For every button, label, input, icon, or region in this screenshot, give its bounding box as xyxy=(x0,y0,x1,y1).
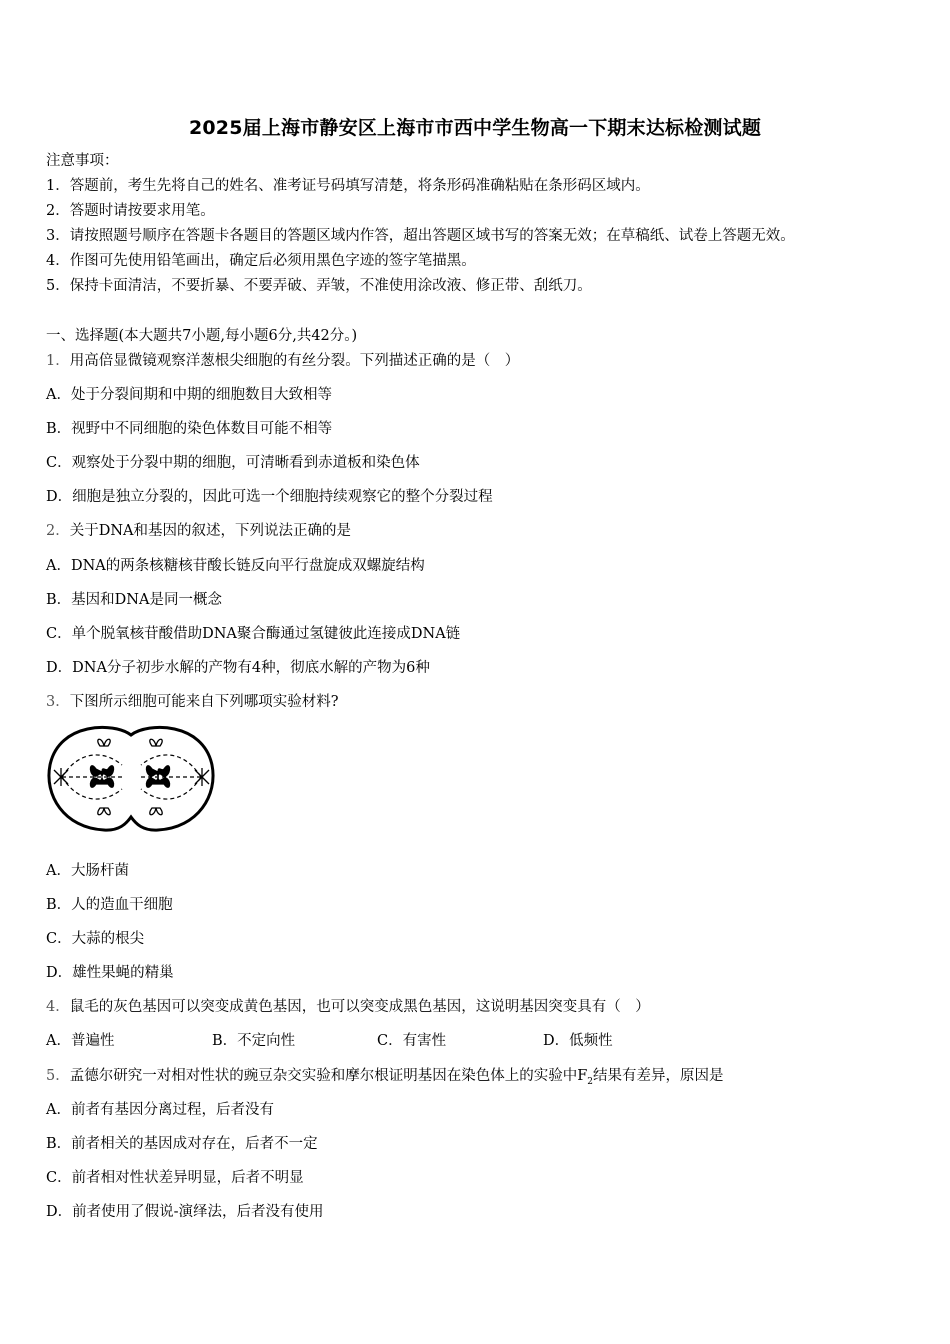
q3-option-a: A．大肠杆菌 xyxy=(46,863,129,879)
q1-option-b: B．视野中不同细胞的染色体数目可能不相等 xyxy=(46,421,333,437)
q2-option-b: B．基因和DNA是同一概念 xyxy=(46,592,222,608)
q3-option-c: C．大蒜的根尖 xyxy=(46,931,145,947)
question-stem: 下图所示细胞可能来自下列哪项实验材料? xyxy=(69,694,339,710)
notice-item-3: 3．请按照题号顺序在答题卡各题目的答题区域内作答，超出答题区域书写的答案无效；在草稿纸、试卷上答题无效。 xyxy=(46,228,795,244)
q4-option-b: B．不定向性 xyxy=(212,1033,296,1049)
notice-item-5: 5．保持卡面清洁，不要折暴、不要弄破、弄皱，不准使用涂改液、修正带、刮纸刀。 xyxy=(46,278,592,294)
question-1 xyxy=(46,351,519,371)
question-number: 1． xyxy=(46,353,70,369)
question-number: 3． xyxy=(46,694,70,710)
subscript: 2 xyxy=(587,1076,594,1087)
cell-division-figure xyxy=(44,720,219,835)
notice-heading: 注意事项： xyxy=(46,153,119,169)
question-4 xyxy=(46,997,650,1017)
question-3 xyxy=(46,692,339,712)
question-2 xyxy=(46,521,351,541)
q5-option-d: D．前者使用了假说-演绎法，后者没有使用 xyxy=(46,1204,324,1220)
q1-option-d: D．细胞是独立分裂的，因此可选一个细胞持续观察它的整个分裂过程 xyxy=(46,489,493,505)
notice-item-1: 1．答题前，考生先将自己的姓名、准考证号码填写清楚，将条形码准确粘贴在条形码区域内。 xyxy=(46,178,650,194)
q2-option-a: A．DNA的两条核糖核苷酸长链反向平行盘旋成双螺旋结构 xyxy=(46,558,425,574)
question-number: 5． xyxy=(46,1068,70,1084)
question-number: 4． xyxy=(46,999,70,1015)
q4-option-a: A．普遍性 xyxy=(46,1033,115,1049)
q2-option-d: D．DNA分子初步水解的产物有4种，彻底水解的产物为6种 xyxy=(46,660,430,676)
question-stem: 孟德尔研究一对相对性状的豌豆杂交实验和摩尔根证明基因在染色体上的实验中F xyxy=(69,1068,588,1084)
question-stem: 用高倍显微镜观察洋葱根尖细胞的有丝分裂。下列描述正确的是（ ） xyxy=(69,353,520,369)
question-number: 2． xyxy=(46,523,70,539)
question-stem: 鼠毛的灰色基因可以突变成黄色基因，也可以突变成黑色基因，这说明基因突变具有（ ） xyxy=(69,999,650,1015)
section-heading: 一、选择题(本大题共7小题,每小题6分,共42分。) xyxy=(46,328,358,344)
page-title: 2025届上海市静安区上海市市西中学生物高一下期末达标检测试题 xyxy=(188,117,762,139)
notice-item-4: 4．作图可先使用铅笔画出，确定后必须用黑色字迹的签字笔描黑。 xyxy=(46,253,476,269)
q4-options xyxy=(46,1031,906,1051)
question-stem-end: 结果有差异，原因是 xyxy=(593,1068,724,1084)
q5-option-a: A．前者有基因分离过程，后者没有 xyxy=(46,1102,274,1118)
q3-option-b: B．人的造血干细胞 xyxy=(46,897,173,913)
question-5 xyxy=(46,1066,724,1092)
q5-option-c: C．前者相对性状差异明显，后者不明显 xyxy=(46,1170,304,1186)
notice-item-2: 2．答题时请按要求用笔。 xyxy=(46,203,215,219)
q4-option-c: C．有害性 xyxy=(377,1033,447,1049)
q1-option-a: A．处于分裂间期和中期的细胞数目大致相等 xyxy=(46,387,332,403)
q1-option-c: C．观察处于分裂中期的细胞，可清晰看到赤道板和染色体 xyxy=(46,455,420,471)
q3-option-d: D．雄性果蝇的精巢 xyxy=(46,965,174,981)
q5-option-b: B．前者相关的基因成对存在，后者不一定 xyxy=(46,1136,318,1152)
question-stem: 关于DNA和基因的叙述，下列说法正确的是 xyxy=(69,523,352,539)
q2-option-c: C．单个脱氧核苷酸借助DNA聚合酶通过氢键彼此连接成DNA链 xyxy=(46,626,461,642)
q4-option-d: D．低频性 xyxy=(543,1033,613,1049)
